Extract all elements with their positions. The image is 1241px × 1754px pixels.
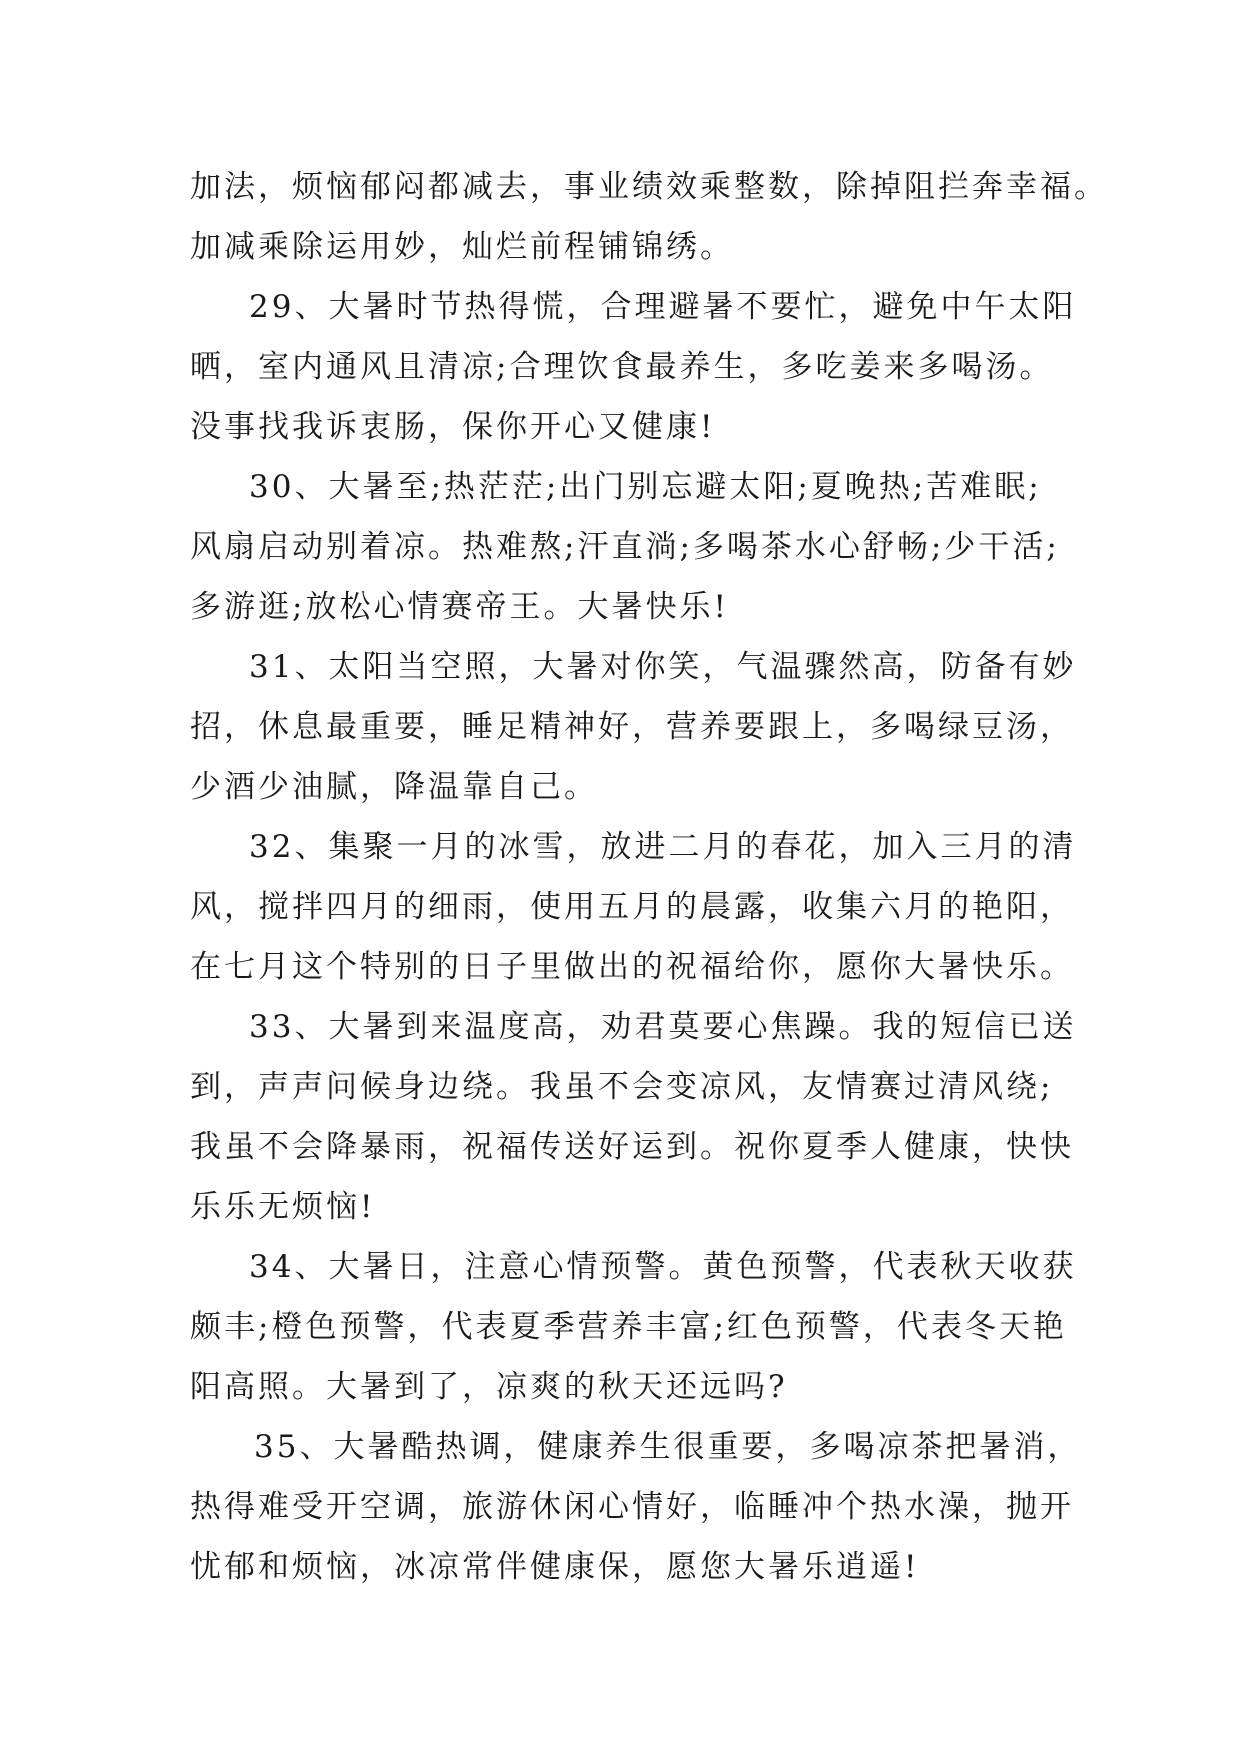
text-line: 颇丰;橙色预警，代表夏季营养丰富;红色预警，代表冬天艳 [190, 1309, 1067, 1345]
paragraph-31-start: 31、太阳当空照，大暑对你笑，气温骤然高，防备有妙 [249, 649, 1077, 685]
document-body [190, 157, 1108, 1597]
text-line: 晒，室内通风且清凉;合理饮食最养生，多吃姜来多喝汤。 [190, 349, 1054, 385]
paragraph-30-start: 30、大暑至;热茫茫;出门别忘避太阳;夏晚热;苦难眠; [249, 469, 1042, 505]
text-line: 风，搅拌四月的细雨，使用五月的晨露，收集六月的艳阳， [190, 889, 1074, 925]
text-line: 少酒少油腻，降温靠自己。 [190, 769, 598, 805]
paragraph-35-start: 35、大暑酷热调，健康养生很重要，多喝凉茶把暑消， [254, 1429, 1082, 1465]
text-line: 阳高照。大暑到了，凉爽的秋天还远吗? [190, 1369, 788, 1405]
text-line: 在七月这个特别的日子里做出的祝福给你，愿你大暑快乐。 [190, 949, 1074, 985]
text-line: 乐乐无烦恼! [190, 1189, 376, 1225]
text-line: 到，声声问候身边绕。我虽不会变凉风，友情赛过清风绕; [190, 1069, 1054, 1105]
paragraph-33-start: 33、大暑到来温度高，劝君莫要心焦躁。我的短信已送 [249, 1009, 1077, 1045]
text-line: 忧郁和烦恼，冰凉常伴健康保，愿您大暑乐逍遥! [190, 1549, 920, 1585]
paragraph-34-start: 34、大暑日，注意心情预警。黄色预警，代表秋天收获 [249, 1249, 1077, 1285]
text-line: 我虽不会降暴雨，祝福传送好运到。祝你夏季人健康，快快 [190, 1129, 1074, 1165]
paragraph-32-start: 32、集聚一月的冰雪，放进二月的春花，加入三月的清 [249, 829, 1077, 865]
text-line: 加法，烦恼郁闷都减去，事业绩效乘整数，除掉阻拦奔幸福。 [190, 169, 1108, 205]
text-line: 风扇启动别着凉。热难熬;汗直淌;多喝茶水心舒畅;少干活; [190, 529, 1060, 565]
text-line: 没事找我诉衷肠，保你开心又健康! [190, 409, 716, 445]
text-line: 招，休息最重要，睡足精神好，营养要跟上，多喝绿豆汤， [190, 709, 1074, 745]
text-line: 加减乘除运用妙，灿烂前程铺锦绣。 [190, 229, 734, 265]
paragraph-29-start: 29、大暑时节热得慌，合理避暑不要忙，避免中午太阳 [249, 289, 1077, 325]
text-line: 热得难受开空调，旅游休闲心情好，临睡冲个热水澡，抛开 [190, 1489, 1074, 1525]
text-line: 多游逛;放松心情赛帝王。大暑快乐! [190, 589, 729, 625]
